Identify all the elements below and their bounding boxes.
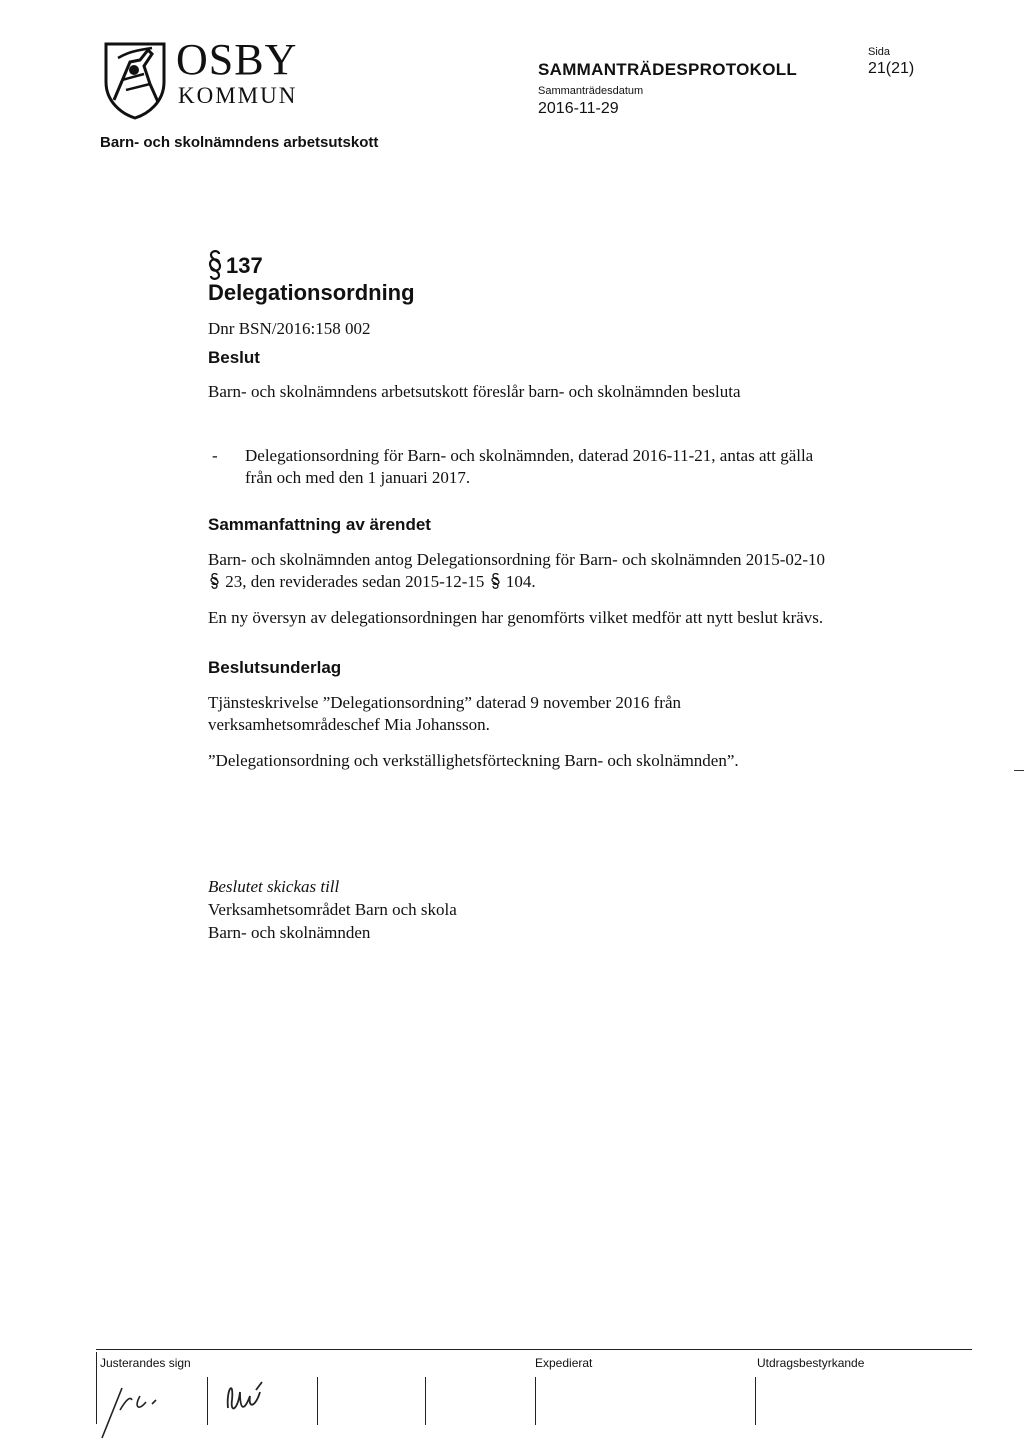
footer-border-left xyxy=(96,1352,97,1424)
footer-divider xyxy=(96,1349,972,1350)
date-label: Sammanträdesdatum xyxy=(538,85,644,97)
footer-label-expedierat: Expedierat xyxy=(535,1356,593,1370)
basis-paragraph-2: ”Delegationsordning och verkställighetsförteckning Barn- och skolnämnden”. xyxy=(208,751,739,770)
page-label: Sida xyxy=(868,46,891,58)
municipal-crest-logo xyxy=(100,40,170,120)
meeting-date: 2016-11-29 xyxy=(538,100,619,117)
item-title: Delegationsordning xyxy=(208,280,415,305)
summary-text-b: 23, den reviderades sedan 2015-12-15 xyxy=(225,572,485,591)
signature-divider xyxy=(535,1377,536,1425)
item-number: 137 xyxy=(226,253,263,278)
distribution-heading: Beslutet skickas till xyxy=(208,877,340,896)
summary-paragraph-2: En ny översyn av delegationsordningen har genomförts vilket medför att nytt beslut krävs. xyxy=(208,608,824,627)
summary-paragraph-1 xyxy=(208,549,828,593)
section-sign-icon xyxy=(208,248,222,282)
committee-name: Barn- och skolnämndens arbetsutskott xyxy=(100,134,379,151)
section-sign-icon xyxy=(210,572,219,590)
handwritten-signatures xyxy=(100,1370,400,1440)
summary-text-a: Barn- och skolnämnden antog Delegationsordning för Barn- och skolnämnden 2015-02-10 xyxy=(208,550,826,569)
footer-label-justerandes-sign: Justerandes sign xyxy=(100,1356,191,1370)
footer-label-utdragsbestyrkande: Utdragsbestyrkande xyxy=(757,1356,865,1370)
summary-text-c: 104. xyxy=(505,572,536,591)
basis-paragraph-1: Tjänsteskrivelse ”Delegationsordning” daterad 9 november 2016 från verksamhetsområdeschef Mia Johansson. xyxy=(208,693,682,734)
basis-heading: Beslutsunderlag xyxy=(208,658,342,677)
org-name: OSBY xyxy=(176,35,298,84)
scan-edge-mark xyxy=(1014,770,1024,771)
signature-divider xyxy=(425,1377,426,1425)
org-subtitle: KOMMUN xyxy=(178,83,298,108)
signature-divider xyxy=(755,1377,756,1425)
decision-intro: Barn- och skolnämndens arbetsutskott föreslår barn- och skolnämnden besluta xyxy=(208,382,741,401)
section-sign-icon xyxy=(491,572,500,590)
decision-bullet-dash: - xyxy=(212,446,218,465)
distribution-recipient: Barn- och skolnämnden xyxy=(208,923,371,942)
summary-heading: Sammanfattning av ärendet xyxy=(208,515,431,534)
case-number: Dnr BSN/2016:158 002 xyxy=(208,319,371,338)
distribution-recipient: Verksamhetsområdet Barn och skola xyxy=(208,900,457,919)
document-type: SAMMANTRÄDESPROTOKOLL xyxy=(538,60,798,79)
decision-heading: Beslut xyxy=(208,348,260,367)
decision-bullet: Delegationsordning för Barn- och skolnämnden, daterad 2016-11-21, antas att gälla från och med den 1 januari 2017. xyxy=(245,446,814,487)
page-number: 21(21) xyxy=(868,60,915,77)
